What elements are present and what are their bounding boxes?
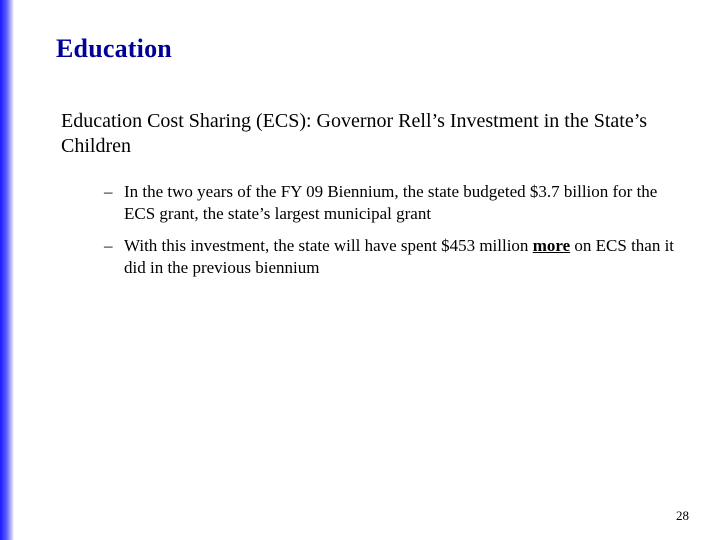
bullet-text-before: With this investment, the state will have spent $453 million	[124, 236, 533, 255]
left-accent-bar	[0, 0, 14, 540]
slide-heading: Education Cost Sharing (ECS): Governor Rell’s Investment in the State’s Children	[61, 110, 648, 157]
slide-title: Education	[56, 34, 172, 63]
dash-marker: –	[104, 236, 113, 255]
bullet-list	[104, 181, 684, 289]
bullet-item-1	[104, 181, 684, 225]
dash-marker: –	[104, 182, 113, 201]
bullet-item-2	[104, 235, 684, 279]
bullet-text: In the two years of the FY 09 Biennium, the state budgeted $3.7 billion for the ECS grant, the state’s largest municipal grant	[124, 182, 658, 223]
bullet-text-after: on ECS than it did in the previous biennium	[124, 236, 675, 277]
page-number: 28	[676, 508, 689, 523]
emphasis-more: more	[532, 236, 571, 255]
